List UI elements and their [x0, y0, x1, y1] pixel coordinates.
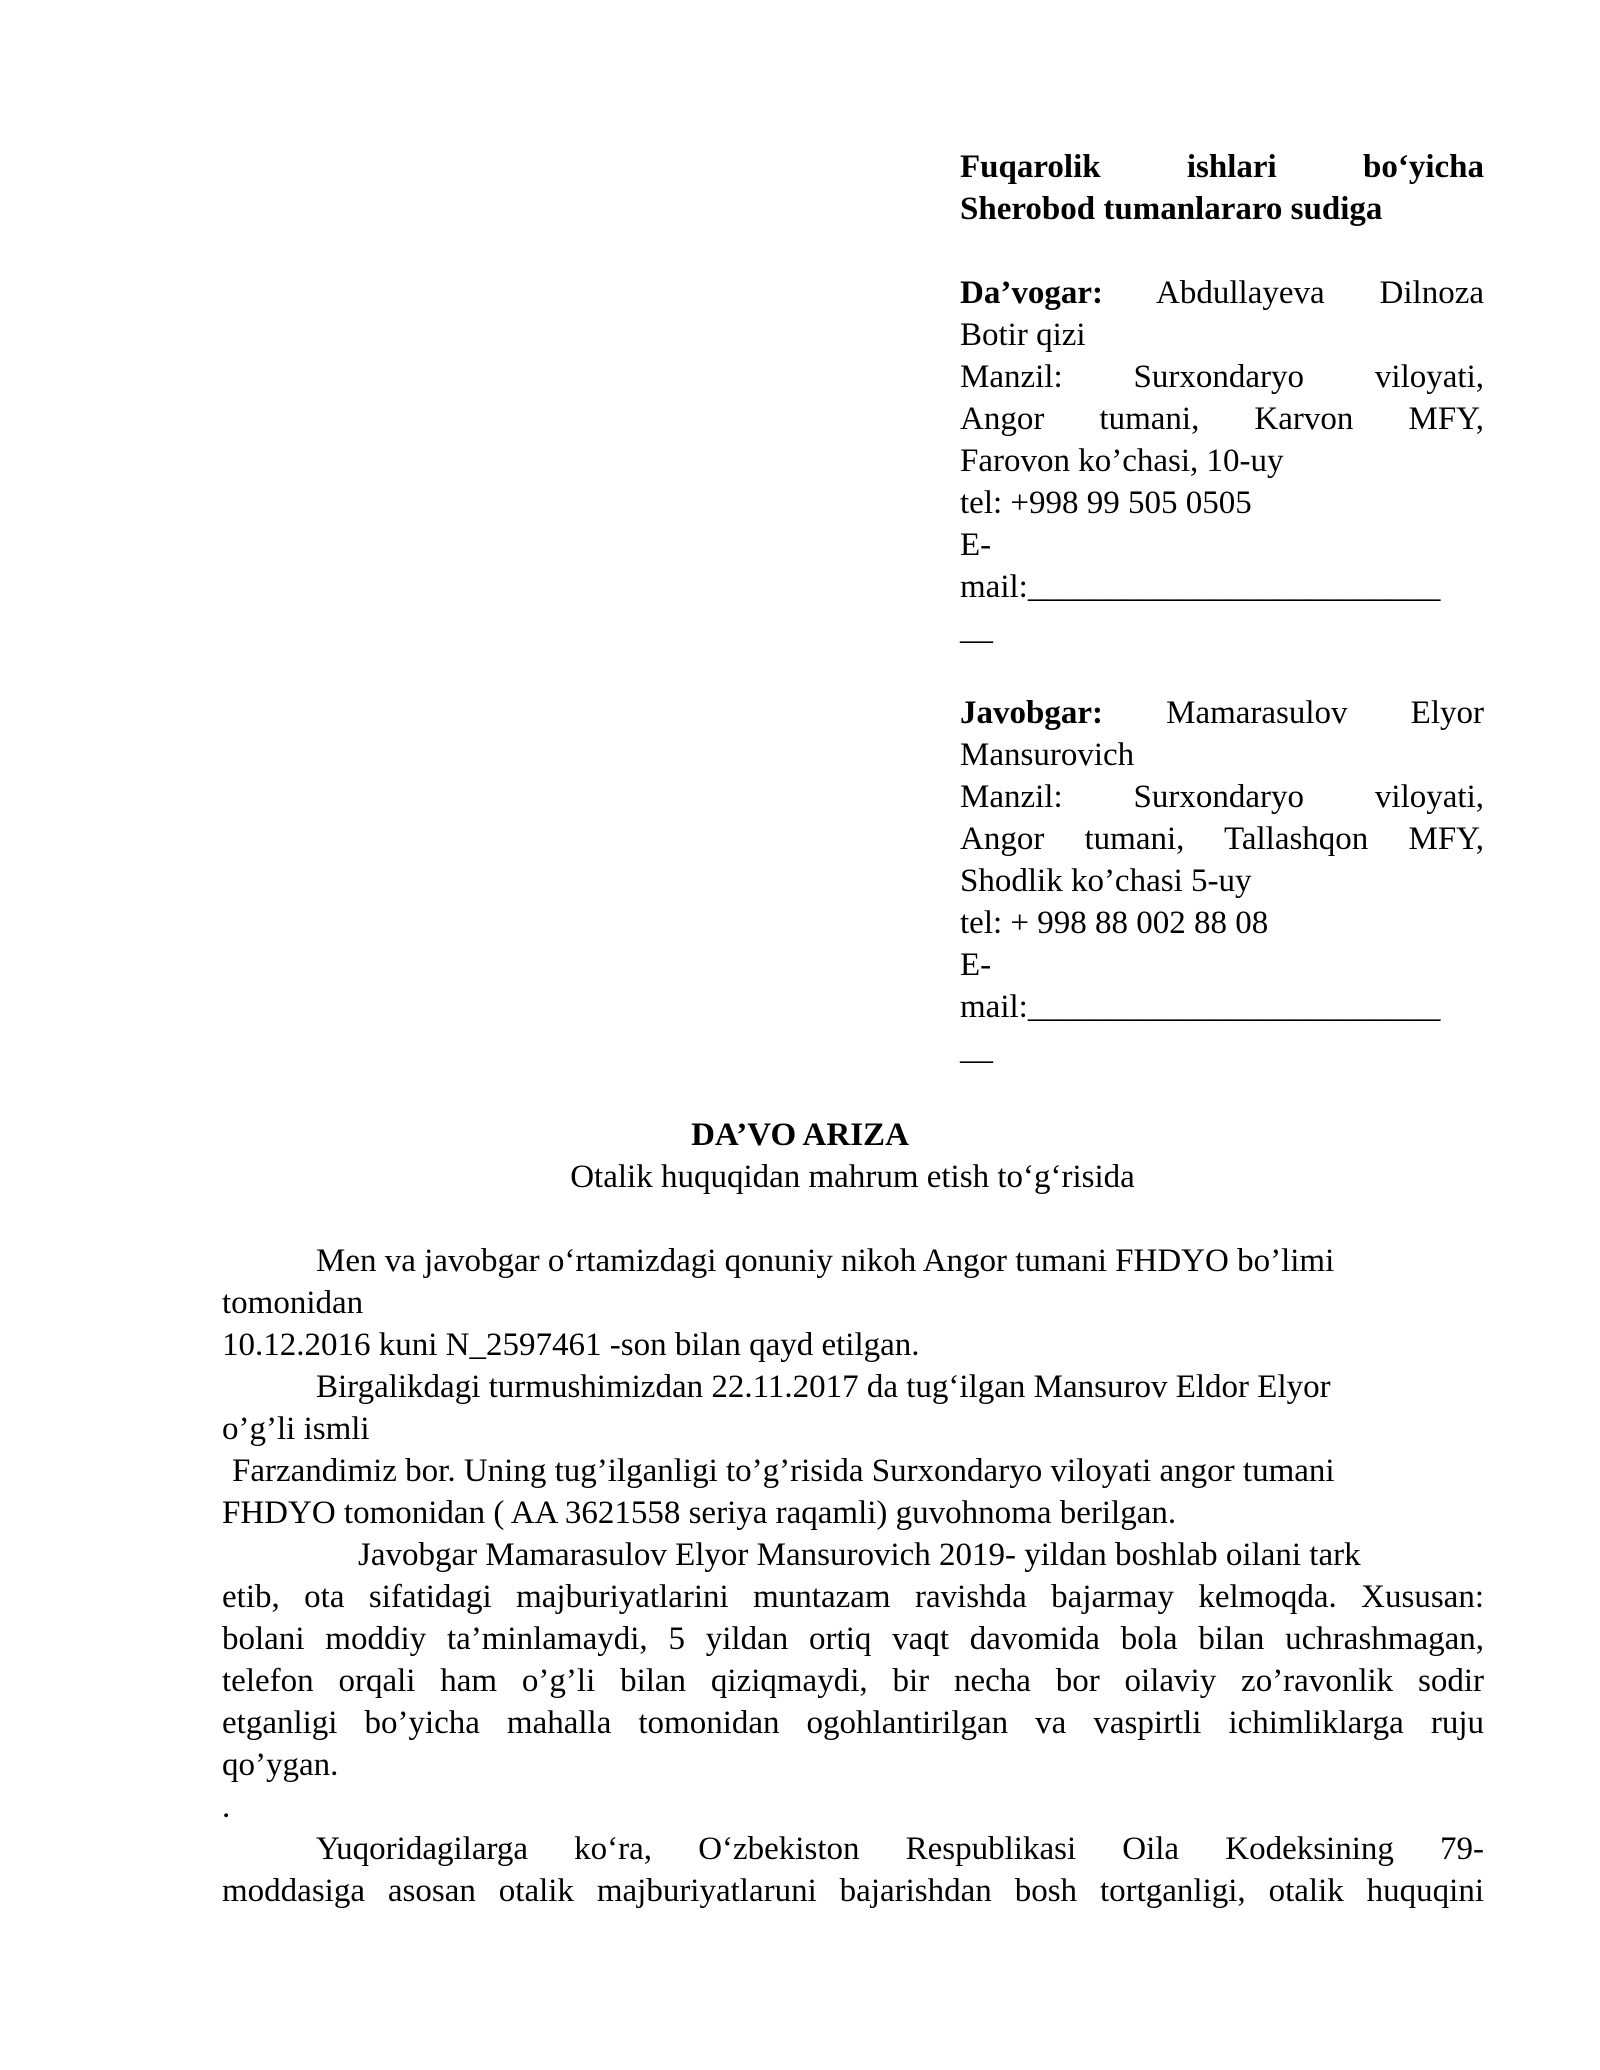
body-line	[222, 1828, 1484, 1870]
defendant-name-word: Mamarasulov	[1166, 695, 1348, 731]
defendant-name-line-2: Mansurovich	[960, 737, 1135, 773]
plaintiff-tel: tel: +998 99 505 0505	[960, 485, 1252, 521]
document-title: DA’VO ARIZA	[691, 1117, 909, 1153]
body-line: etganligi bo’yicha mahalla tomonidan ogohlantirilgan va vaspirtli ichimliklarga ruju	[222, 1705, 1484, 1741]
body-word: Respublikasi	[905, 1831, 1077, 1867]
body-text	[222, 1240, 1484, 1912]
defendant-name-line-1	[960, 692, 1484, 734]
defendant-address-word: Tallashqon	[1223, 821, 1369, 857]
document-subtitle: Otalik huquqidan mahrum etish to‘g‘risida	[570, 1159, 1135, 1195]
defendant-address-line-2	[960, 818, 1484, 860]
plaintiff-address-word: viloyati,	[1374, 359, 1484, 395]
defendant-address-word: tumani,	[1084, 821, 1185, 857]
plaintiff-address-word: tumani,	[1099, 401, 1200, 437]
plaintiff-address-word: Manzil:	[960, 359, 1063, 395]
addressee-word: Fuqarolik	[960, 149, 1101, 185]
defendant-address-word: Angor	[960, 821, 1045, 857]
body-line: Farzandimiz bor. Uning tug’ilganligi to’g’risida Surxondaryo viloyati angor tumani	[232, 1453, 1335, 1489]
addressee-line-2: Sherobod tumanlararo sudiga	[960, 191, 1383, 227]
body-word: Oila	[1122, 1831, 1180, 1867]
plaintiff-name-word: Abdullayeva	[1156, 275, 1325, 311]
body-word: Kodeksining	[1225, 1831, 1394, 1867]
plaintiff-email-line-3: __	[960, 611, 993, 647]
spacer	[960, 650, 1484, 692]
plaintiff-name-word: Dilnoza	[1379, 275, 1484, 311]
body-line: Javobgar Mamarasulov Elyor Mansurovich 2019- yildan boshlab oilani tark	[358, 1537, 1361, 1573]
plaintiff-name-line-1	[960, 272, 1484, 314]
defendant-name-word: Elyor	[1410, 695, 1484, 731]
body-line: o’g’li ismli	[222, 1411, 370, 1447]
body-line: qo’ygan.	[222, 1747, 339, 1783]
plaintiff-address-word: MFY,	[1408, 401, 1485, 437]
plaintiff-address-line-1	[960, 356, 1484, 398]
defendant-address-word: Surxondaryo	[1133, 779, 1305, 815]
body-line: .	[222, 1789, 231, 1825]
spacer	[960, 230, 1484, 272]
body-word: ko‘ra,	[574, 1831, 653, 1867]
body-line: bolani moddiy ta’minlamaydi, 5 yildan ortiq vaqt davomida bola bilan uchrashmagan,	[222, 1621, 1484, 1657]
body-line: etib, ota sifatidagi majburiyatlarini muntazam ravishda bajarmay kelmoqda. Xususan:	[222, 1579, 1484, 1615]
body-line: moddasiga asosan otalik majburiyatlaruni bajarishdan bosh tortganligi, otalik huquqini	[222, 1873, 1484, 1909]
addressee-word: bo‘yicha	[1363, 149, 1485, 185]
defendant-address-word: Manzil:	[960, 779, 1063, 815]
plaintiff-name-line-2: Botir qizi	[960, 317, 1086, 353]
plaintiff-address-word: Karvon	[1254, 401, 1354, 437]
body-line: telefon orqali ham o’g’li bilan qiziqmaydi, bir necha bor oilaviy zo’ravonlik sodir	[222, 1663, 1484, 1699]
body-word: O‘zbekiston	[698, 1831, 860, 1867]
defendant-address-line-1	[960, 776, 1484, 818]
plaintiff-label: Da’vogar:	[960, 275, 1103, 311]
defendant-email-line-3: __	[960, 1031, 993, 1067]
defendant-email-line-2: mail:_________________________	[960, 989, 1441, 1025]
body-line: 10.12.2016 kuni N_2597461 -son bilan qayd etilgan.	[222, 1327, 920, 1363]
defendant-email-line-1: E-	[960, 947, 992, 983]
plaintiff-email-line-1: E-	[960, 527, 992, 563]
plaintiff-address-line-3: Farovon ko’chasi, 10-uy	[960, 443, 1284, 479]
plaintiff-address-line-2	[960, 398, 1484, 440]
body-line: Men va javobgar o‘rtamizdagi qonuniy nikoh Angor tumani FHDYO bo’limi	[316, 1243, 1335, 1279]
addressee-word: ishlari	[1186, 149, 1277, 185]
body-word: 79-	[1440, 1831, 1485, 1867]
defendant-label: Javobgar:	[960, 695, 1103, 731]
header-block	[960, 146, 1484, 1070]
addressee-line-1	[960, 146, 1484, 188]
defendant-address-line-3: Shodlik ko’chasi 5-uy	[960, 863, 1252, 899]
defendant-address-word: viloyati,	[1374, 779, 1484, 815]
defendant-address-word: MFY,	[1408, 821, 1485, 857]
body-line: tomonidan	[222, 1285, 364, 1321]
body-word: Yuqoridagilarga	[316, 1831, 529, 1867]
plaintiff-address-word: Angor	[960, 401, 1045, 437]
plaintiff-email-line-2: mail:_________________________	[960, 569, 1441, 605]
body-line: Birgalikdagi turmushimizdan 22.11.2017 da tug‘ilgan Mansurov Eldor Elyor	[316, 1369, 1331, 1405]
defendant-tel: tel: + 998 88 002 88 08	[960, 905, 1269, 941]
plaintiff-address-word: Surxondaryo	[1133, 359, 1305, 395]
body-line: FHDYO tomonidan ( AA 3621558 seriya raqamli) guvohnoma berilgan.	[222, 1495, 1177, 1531]
